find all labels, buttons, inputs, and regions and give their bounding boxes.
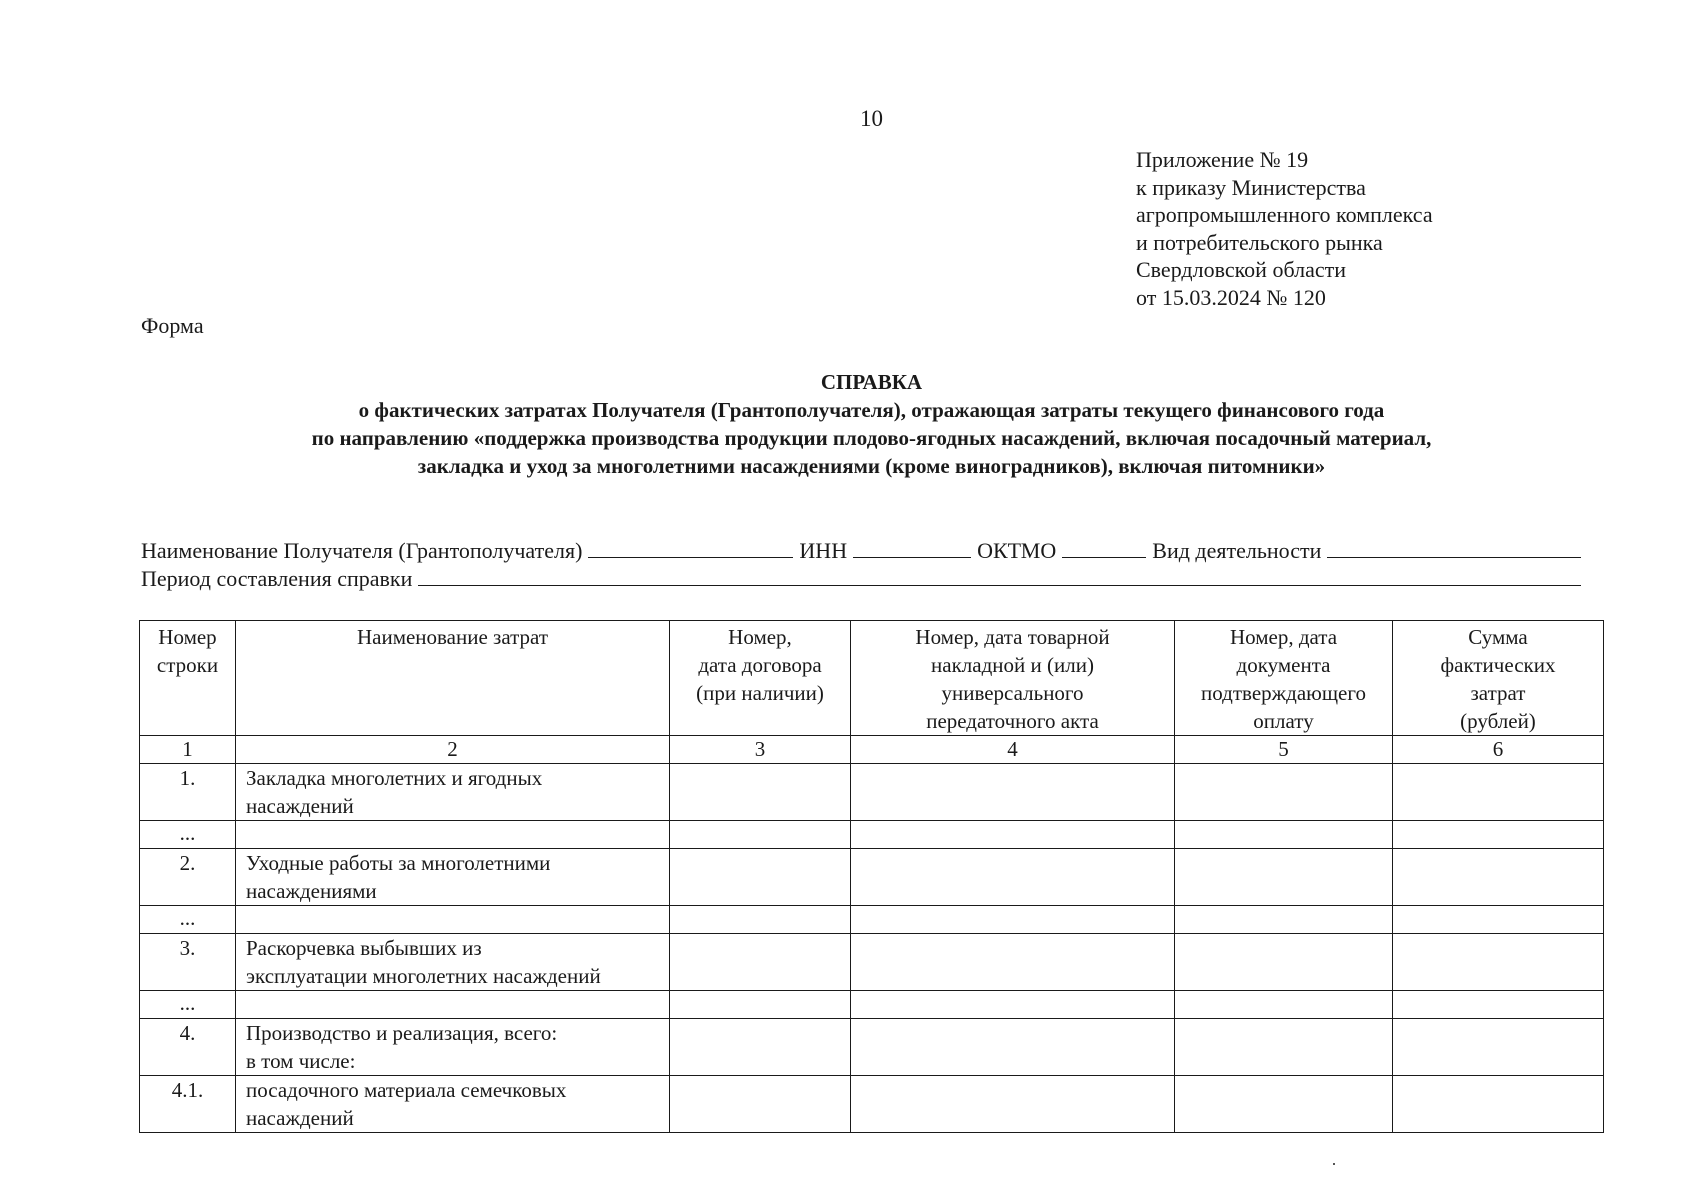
- contract-cell[interactable]: [670, 906, 851, 934]
- header-cell: Номер, дата документа подтверждающего оплату: [1175, 621, 1393, 736]
- column-number: 6: [1393, 736, 1604, 764]
- header-cell: Номер, дата договора (при наличии): [670, 621, 851, 736]
- activity-label: Вид деятельности: [1152, 538, 1322, 563]
- appendix-line: Приложение № 19: [1136, 147, 1309, 172]
- table-row: [140, 821, 1604, 849]
- amount-cell[interactable]: [1393, 764, 1604, 821]
- header-cell: Номер строки: [140, 621, 236, 736]
- cost-name[interactable]: [236, 821, 670, 849]
- payment-doc-cell[interactable]: [1175, 934, 1393, 991]
- payment-doc-cell[interactable]: [1175, 821, 1393, 849]
- activity-blank[interactable]: [1327, 537, 1581, 558]
- invoice-cell[interactable]: [851, 1076, 1175, 1133]
- cost-name: посадочного материала семечковых насаждений: [236, 1076, 670, 1133]
- title-line: закладка и уход за многолетними насаждениями (кроме виноградников), включая питомники»: [417, 454, 1326, 478]
- form-label: Форма: [141, 313, 204, 338]
- column-number: 4: [851, 736, 1175, 764]
- invoice-cell[interactable]: [851, 991, 1175, 1019]
- document-title: [141, 368, 1602, 480]
- row-number: ...: [140, 821, 236, 849]
- payment-doc-cell[interactable]: [1175, 764, 1393, 821]
- cost-name: Производство и реализация, всего: в том числе:: [236, 1019, 670, 1076]
- page-number: 10: [860, 106, 883, 131]
- header-cell: Наименование затрат: [236, 621, 670, 736]
- table-row: [140, 1019, 1604, 1076]
- cost-name: Раскорчевка выбывших из эксплуатации многолетних насаждений: [236, 934, 670, 991]
- header-row: [140, 621, 1604, 736]
- row-number: 2.: [140, 849, 236, 906]
- recipient-label: Наименование Получателя (Грантополучателя): [141, 538, 583, 563]
- contract-cell[interactable]: [670, 821, 851, 849]
- oktmo-label: ОКТМО: [977, 538, 1057, 563]
- amount-cell[interactable]: [1393, 934, 1604, 991]
- column-number: 1: [140, 736, 236, 764]
- appendix-line: от 15.03.2024 № 120: [1136, 284, 1326, 310]
- contract-cell[interactable]: [670, 991, 851, 1019]
- column-number-row: [140, 736, 1604, 764]
- recipient-line: [141, 537, 1581, 565]
- invoice-cell[interactable]: [851, 764, 1175, 821]
- title-heading: СПРАВКА: [820, 370, 923, 394]
- amount-cell[interactable]: [1393, 821, 1604, 849]
- row-number: ...: [140, 906, 236, 934]
- column-number: 2: [236, 736, 670, 764]
- cost-name: Уходные работы за многолетними насаждениями: [236, 849, 670, 906]
- row-number: 3.: [140, 934, 236, 991]
- invoice-cell[interactable]: [851, 849, 1175, 906]
- column-number: 5: [1175, 736, 1393, 764]
- table-row: [140, 849, 1604, 906]
- amount-cell[interactable]: [1393, 1076, 1604, 1133]
- column-number: 3: [670, 736, 851, 764]
- contract-cell[interactable]: [670, 764, 851, 821]
- appendix-line: Свердловской области: [1136, 257, 1346, 282]
- appendix-block: [1136, 146, 1433, 311]
- cost-name[interactable]: [236, 906, 670, 934]
- payment-doc-cell[interactable]: [1175, 849, 1393, 906]
- contract-cell[interactable]: [670, 849, 851, 906]
- row-number: 4.1.: [140, 1076, 236, 1133]
- invoice-cell[interactable]: [851, 906, 1175, 934]
- amount-cell[interactable]: [1393, 1019, 1604, 1076]
- row-number: ...: [140, 991, 236, 1019]
- row-number: 4.: [140, 1019, 236, 1076]
- period-blank[interactable]: [418, 565, 1581, 586]
- invoice-cell[interactable]: [851, 1019, 1175, 1076]
- invoice-cell[interactable]: [851, 934, 1175, 991]
- header-cell: Сумма фактических затрат (рублей): [1393, 621, 1604, 736]
- invoice-cell[interactable]: [851, 821, 1175, 849]
- recipient-fields: [141, 537, 1581, 593]
- amount-cell[interactable]: [1393, 906, 1604, 934]
- contract-cell[interactable]: [670, 934, 851, 991]
- scan-speck: [1333, 1163, 1335, 1165]
- period-label: Период составления справки: [141, 566, 413, 591]
- contract-cell[interactable]: [670, 1019, 851, 1076]
- payment-doc-cell[interactable]: [1175, 1076, 1393, 1133]
- appendix-line: агропромышленного комплекса: [1136, 202, 1433, 227]
- inn-blank[interactable]: [853, 537, 971, 558]
- title-line: о фактических затратах Получателя (Грантополучателя), отражающая затраты текущего финансового года: [358, 398, 1385, 422]
- row-number: 1.: [140, 764, 236, 821]
- cost-name: Закладка многолетних и ягодных насаждений: [236, 764, 670, 821]
- payment-doc-cell[interactable]: [1175, 991, 1393, 1019]
- period-line: [141, 565, 1581, 593]
- appendix-line: и потребительского рынка: [1136, 229, 1383, 255]
- appendix-line: к приказу Министерства: [1136, 174, 1366, 200]
- table-row: [140, 764, 1604, 821]
- cost-name[interactable]: [236, 991, 670, 1019]
- payment-doc-cell[interactable]: [1175, 1019, 1393, 1076]
- recipient-blank[interactable]: [588, 537, 793, 558]
- amount-cell[interactable]: [1393, 991, 1604, 1019]
- costs-table: [139, 620, 1604, 1133]
- amount-cell[interactable]: [1393, 849, 1604, 906]
- header-cell: Номер, дата товарной накладной и (или) универсального передаточного акта: [851, 621, 1175, 736]
- inn-label: ИНН: [799, 538, 848, 563]
- table-row: [140, 991, 1604, 1019]
- title-line: по направлению «поддержка производства продукции плодово-ягодных насаждений, включая посадочный материал,: [311, 426, 1432, 450]
- table-row: [140, 1076, 1604, 1133]
- table-row: [140, 934, 1604, 991]
- payment-doc-cell[interactable]: [1175, 906, 1393, 934]
- table-row: [140, 906, 1604, 934]
- oktmo-blank[interactable]: [1062, 537, 1146, 558]
- contract-cell[interactable]: [670, 1076, 851, 1133]
